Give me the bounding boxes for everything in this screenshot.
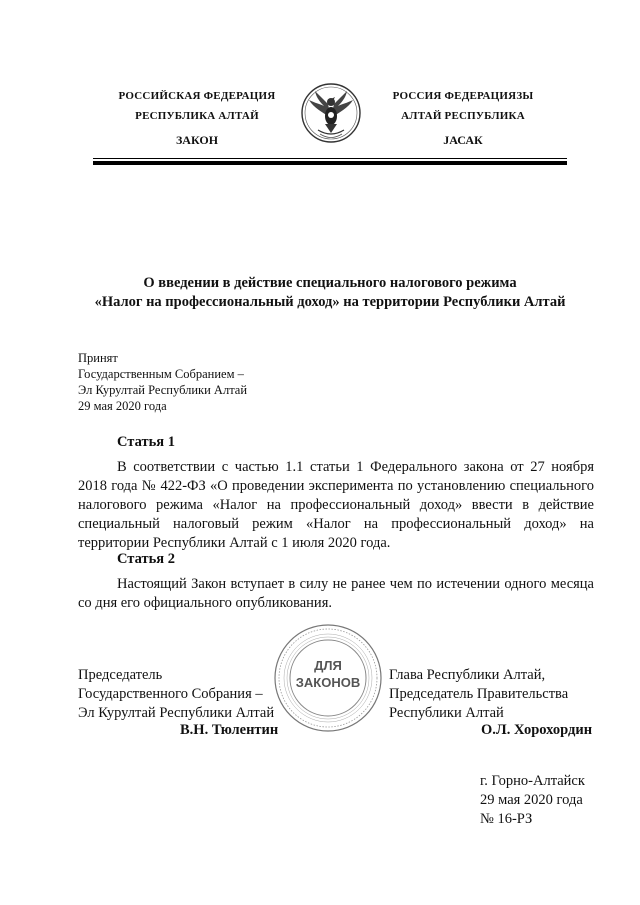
left-signatory-line-3: Эл Курултай Республики Алтай bbox=[78, 705, 275, 721]
law-title-line-2: «Налог на профессиональный доход» на территории Республики Алтай bbox=[94, 294, 566, 310]
adoption-line-1: Принят bbox=[78, 351, 118, 365]
law-number: № 16-РЗ bbox=[480, 811, 533, 827]
header-right-republic: АЛТАЙ РЕСПУБЛИКА bbox=[401, 110, 525, 122]
law-title-line-1: О введении в действие специального налогового режима bbox=[143, 275, 517, 291]
right-signatory-line-2: Председатель Правительства bbox=[389, 686, 569, 702]
stamp-text-line-1: ДЛЯ bbox=[314, 658, 342, 673]
signing-date: 29 мая 2020 года bbox=[480, 792, 583, 808]
left-signatory-line-2: Государственного Собрания – bbox=[78, 686, 263, 702]
header-left-country: РОССИЙСКАЯ ФЕДЕРАЦИЯ bbox=[118, 90, 276, 102]
header-right-law: JАСАК bbox=[443, 133, 483, 147]
article-2-heading: Статья 2 bbox=[117, 551, 175, 567]
left-signatory-name: В.Н. Тюлентин bbox=[180, 722, 279, 738]
article-1-heading: Статья 1 bbox=[117, 434, 175, 450]
left-signatory-line-1: Председатель bbox=[78, 667, 163, 683]
article-1-text: В соответствии с частью 1.1 статьи 1 Федерального закона от 27 ноября 2018 года № 422-ФЗ «О проведении эксперимента по установлению специального налогового режима «Налог на профессиональный доход» ввести в действие специальный налоговый режим «Налог на профессиональный доход» на территории Республики Алтай с 1 июля 2020 года. bbox=[78, 459, 594, 551]
for-laws-stamp bbox=[272, 622, 384, 734]
adoption-line-2: Государственным Собранием – bbox=[78, 367, 244, 381]
header-left-republic: РЕСПУБЛИКА АЛТАЙ bbox=[135, 110, 259, 122]
header-right-country: РОССИЯ ФЕДЕРАЦИЯЗЫ bbox=[392, 90, 534, 102]
right-signatory-line-3: Республики Алтай bbox=[389, 705, 504, 721]
coat-of-arms-emblem bbox=[300, 78, 362, 148]
header-left-law: ЗАКОН bbox=[175, 133, 219, 147]
right-signatory-name: О.Л. Хорохордин bbox=[481, 722, 593, 738]
place-of-signing: г. Горно-Алтайск bbox=[480, 773, 585, 789]
adoption-date: 29 мая 2020 года bbox=[78, 399, 167, 413]
header-rule-thick bbox=[93, 161, 567, 165]
right-signatory-line-1: Глава Республики Алтай, bbox=[389, 667, 546, 683]
header-rule-thin bbox=[93, 158, 567, 159]
stamp-text-line-2: ЗАКОНОВ bbox=[295, 675, 361, 690]
article-2-text: Настоящий Закон вступает в силу не ранее чем по истечении одного месяца со дня его официального опубликования. bbox=[78, 576, 594, 611]
adoption-line-3: Эл Курултай Республики Алтай bbox=[78, 383, 248, 397]
